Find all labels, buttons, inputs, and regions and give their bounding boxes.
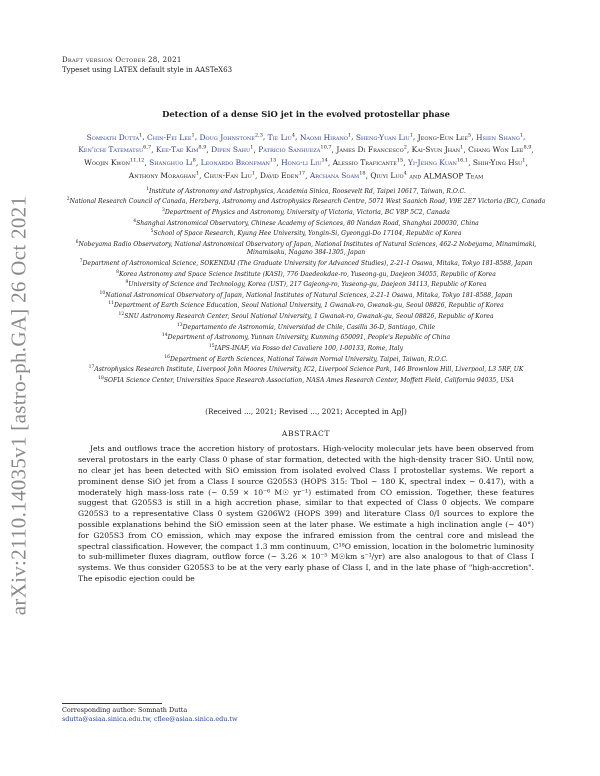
affiliation-number: 13: [176, 322, 183, 328]
author-name-text: Naomi Hirano: [299, 132, 348, 142]
affiliation-text: Nobeyama Radio Observatory, National Astronomical Observatory of Japan, National Institutes of Natural Sciences, 462-2 Nobeyama, Minamimaki, Minamisaku, Nagano 384-1305, Japan: [78, 240, 537, 257]
affiliation-text: Department of Earth Sciences, National Taiwan Normal University, Taipei, Taiwan, R.O.C.: [170, 355, 448, 363]
author-emails-link[interactable]: sdutta@asiaa.sinica.edu.tw, cflee@asiaa.sinica.edu.tw: [62, 715, 238, 723]
author-name-text: Dipen Sahu: [211, 145, 251, 155]
author-affiliation-marker: 1: [347, 132, 352, 138]
author-name-text: Qiuyi Luo: [370, 171, 404, 181]
affiliation-number: 11: [108, 301, 114, 307]
author-name: [473, 158, 526, 167]
affiliation-entry: [62, 343, 550, 354]
author-name[interactable]: [156, 145, 206, 154]
author-name: [333, 158, 404, 167]
author-name-text: Patricio Sanhueza: [258, 145, 321, 155]
author-name: [370, 171, 406, 180]
affiliation-number: 15: [208, 343, 215, 349]
affiliation-number: 3: [162, 207, 165, 213]
affiliation-text: IAPS-INAF, via Fosso del Cavaliere 100, I-00133, Rome, Italy: [214, 345, 404, 352]
author-name: [468, 145, 531, 154]
author-affiliation-marker: 5: [468, 132, 472, 138]
author-affiliation-marker: 1: [139, 132, 143, 138]
affiliation-number: 9: [125, 280, 129, 286]
author-affiliation-marker: 16,1: [456, 157, 469, 164]
author-name[interactable]: [281, 158, 328, 167]
author-name[interactable]: [408, 158, 468, 167]
author-affiliation-marker: 14: [321, 157, 328, 164]
author-name-text: Woojin Kwon: [84, 158, 131, 168]
abstract-heading: ABSTRACT: [281, 429, 331, 439]
affiliation-text: University of Science and Technology, Korea (UST), 217 Gajeong-ro, Yuseong-gu, Daejeon 34113, Republic of Korea: [128, 281, 487, 289]
author-name-text: Tie Liu: [267, 132, 292, 142]
affiliation-entry: [62, 269, 550, 280]
affiliation-text: National Astronomical Observatory of Japan, National Institutes of Natural Sciences, 2-21-1 Osawa, Mitaka, Tokyo 181-8588, Japan: [105, 291, 513, 299]
author-name[interactable]: [268, 133, 295, 142]
author-name: [204, 171, 255, 180]
author-name: [412, 145, 464, 154]
author-name[interactable]: [356, 133, 413, 142]
author-name[interactable]: [258, 145, 331, 154]
author-affiliation-marker: 8: [192, 157, 196, 164]
author-affiliation-marker: 6,7: [143, 144, 152, 151]
affiliation-entry: [62, 218, 550, 229]
affiliation-entry: [62, 207, 550, 218]
author-affiliation-marker: 17: [298, 170, 306, 177]
typeset-line: Typeset using LATEX default style in AASTeX63: [62, 66, 233, 74]
affiliation-number: 18: [98, 375, 104, 381]
author-name-text: Hong-li Liu: [281, 158, 322, 168]
draft-version-line: Draft version October 28, 2021: [62, 56, 182, 64]
author-affiliation-marker: 1: [519, 132, 524, 138]
author-affiliation-marker: 2: [403, 144, 407, 151]
arxiv-identifier-stamp: [4, 150, 34, 660]
author-list: Somnath Dutta$^1$, Chin-Fei Lee$^1$, Doug Johnstone$^{2,3}$, Tie Liu$^4$, Naomi Hirano$^1$, Sheng-Yuan Liu$^1$, Jeong-Eun Lee$^5$, Hsien Shang$^1$, Ken'ichi Tatematsu$^{6,7}$, Kee-Tae Kim$^{8,9}$, Dipen Sahu$^1$, Patricio Sanhueza$^{10,7}$, James Di Francesco$^2$, Kai-Syun Jhan$^1$, Chang Won Lee$^{8,9}$, Woojin Kwon$^{11,12}$, Shanghuo Li$^8$, Leonardo Bronfman$^{13}$, Hong-li Liu$^{14}$, Alessio Traficante$^{15}$, Yi-Jehng Kuan$^{16,1}$, Shih-Ying Hsu$^1$, Anthony Moraghan$^1$, Chun-Fan Liu$^1$, David Eden$^{17}$, Archana Soam$^{18}$, Qiuyi Luo$^4$ and ALMASOP Team: [78, 132, 534, 181]
affiliation-entry: [62, 258, 550, 269]
author-affiliation-marker: 4: [403, 170, 407, 177]
affiliation-text: Department of Physics and Astronomy, University of Victoria, Victoria, BC V8P 5C2, Canada: [164, 208, 450, 216]
author-name: [129, 171, 199, 180]
author-affiliation-marker: 2,3: [254, 132, 263, 138]
author-name[interactable]: [201, 158, 277, 167]
author-name[interactable]: [310, 171, 366, 180]
affiliation-number: 16: [164, 354, 170, 360]
author-name[interactable]: [300, 133, 351, 142]
affiliation-text: Astrophysics Research Institute, Liverpool John Moores University, IC2, Liverpool Science Park, 146 Brownlow Hill, Liverpool, L3 5RF, UK: [94, 366, 524, 374]
author-name-text: Chang Won Lee: [468, 145, 524, 155]
author-name[interactable]: [199, 133, 262, 142]
footnote-rule: [62, 703, 162, 704]
author-name: [336, 145, 407, 154]
author-name-text: Ken'ichi Tatematsu: [78, 145, 144, 155]
affiliation-entry: [62, 332, 550, 343]
affiliation-text: SNU Astronomy Research Center, Seoul National University, 1 Gwanak-ro, Gwanak-gu, Seoul 08826, Republic of Korea: [124, 313, 494, 321]
abstract-text: Jets and outflows trace the accretion history of protostars. High-velocity molecular jets have been observed from several protostars in the early Class 0 phase of star formation, detected with the high-density tracer SiO. Until now, no clear jet has been detected with SiO emission from isolated evolved Class I protostellar systems. We report a prominent dense SiO jet from a Class I source G205S3 (HOPS 315: Tbol ~ 180 K, spectral index ~ 0.417), with a moderately high mass-loss rate (~ 0.59 × 10⁻⁶ M☉ yr⁻¹) estimated from CO emission. Together, these features suggest that G205S3 is still in a high accretion phase, similar to that expected of Class 0 objects. We compare G205S3 to a representative Class 0 system G206W2 (HOPS 399) and literature Class 0/I sources to explore the possible explanations behind the SiO emission seen at the later phase. We estimate a high inclination angle (~ 40°) for G205S3 from CO emission, which may expose the infrared emission from the central core and mislead the spectral classification. However, the compact 1.3 mm continuum, C¹⁸O emission, location in the bolometric luminosity to sub-millimeter fluxes diagram, outflow force (~ 3.26 × 10⁻⁵ M☉km s⁻¹/yr) are also analogous to that of Class I systems. We thus consider G205S3 to be at the very early phase of Class I, and in the late phase of "high-accretion". The episodic ejection could be: [78, 444, 534, 584]
author-name: [260, 171, 305, 180]
author-name[interactable]: [476, 133, 523, 142]
affiliation-number: 12: [118, 312, 125, 318]
author-name-text: Jeong-Eun Lee: [417, 132, 469, 142]
affiliation-text: Department of Astronomical Science, SOKENDAI (The Graduate University for Advanced Studies), 2-21-1 Osawa, Mitaka, Tokyo 181-8588, Japan: [82, 260, 533, 267]
author-affiliation-marker: 1: [250, 144, 254, 151]
author-affiliation-marker: 1: [195, 170, 200, 177]
author-name-text: Anthony Moraghan: [128, 171, 196, 181]
affiliation-number: 1: [146, 186, 150, 192]
author-name-text: Shih-Ying Hsu: [472, 158, 523, 168]
author-name-text: Chin-Fei Lee: [147, 132, 192, 142]
affiliation-number: 4: [133, 218, 137, 224]
author-affiliation-marker: 8,9: [198, 144, 207, 151]
author-name-text: and ALMASOP Team: [409, 171, 484, 181]
arxiv-id-text: arXiv:2110.14035v1 [astro-ph.GA] 26 Oct 2021: [6, 195, 31, 615]
author-affiliation-marker: 1: [251, 170, 256, 177]
affiliation-text: Department of Astronomy, Yunnan University, Kunming 650091, People's Republic of China: [167, 334, 451, 342]
corresponding-author: Corresponding author: Somnath Dutta: [62, 706, 188, 714]
author-name: [418, 133, 472, 142]
author-name-text: Leonardo Bronfman: [200, 158, 270, 168]
author-name-text: Hsien Shang: [476, 132, 520, 142]
affiliation-number: 10: [99, 290, 106, 296]
affiliation-entry: [62, 228, 550, 239]
author-name-text: James Di Francesco: [336, 145, 404, 155]
author-name-text: David Eden: [259, 171, 299, 181]
affiliation-number: 17: [88, 365, 95, 371]
affiliation-text: School of Space Research, Kyung Hee University, Yongin-Si, Gyeonggi-Do 17104, Republic of Korea: [153, 230, 462, 238]
author-name-text: Kai-Syun Jhan: [411, 145, 461, 155]
affiliation-text: Shanghai Astronomical Observatory, Chinese Academy of Sciences, 80 Nandan Road, Shanghai 200030, China: [136, 219, 479, 227]
affiliation-text: National Research Council of Canada, Herzberg, Astronomy and Astrophysics Research Centre, 5071 West Saanich Road, V9E 2E7 Victoria (BC), Canada: [69, 198, 546, 206]
author-name: [409, 171, 483, 180]
author-affiliation-marker: 1: [522, 157, 526, 164]
affiliation-entry: [62, 375, 550, 386]
affiliation-number: 14: [161, 333, 168, 339]
affiliation-number: 5: [150, 229, 154, 235]
author-name: [84, 158, 144, 167]
author-affiliation-marker: 13: [269, 157, 277, 164]
author-name[interactable]: [78, 145, 151, 154]
affiliation-entry: [62, 196, 550, 207]
author-name-text: Kee-Tae Kim: [155, 145, 199, 155]
author-affiliation-marker: 1: [409, 132, 413, 138]
affiliation-entry: [62, 311, 550, 322]
author-affiliation-marker: 15: [396, 157, 404, 164]
affiliation-text: SOFIA Science Center, Universities Space Research Association, NASA Ames Research Center, Moffett Field, California 94035, USA: [103, 376, 514, 384]
author-name-text: Sheng-Yuan Liu: [355, 132, 410, 142]
affiliation-text: Department of Earth Science Education, Seoul National University, 1 Gwanak-ro, Gwanak-gu, Seoul 08826, Republic of Korea: [113, 302, 504, 310]
affiliation-entry: [62, 186, 550, 197]
affiliation-text: Korea Astronomy and Space Science Institute (KASI), 776 Daedeokdae-ro, Yuseong-gu, Daejeon 34055, Republic of Korea: [118, 270, 496, 278]
affiliation-entry: [62, 354, 550, 365]
author-name-text: Archana Soam: [309, 171, 360, 181]
author-affiliation-marker: 8,9: [523, 144, 532, 151]
author-name[interactable]: [87, 133, 143, 142]
affiliation-text: Departamento de Astronomía, Universidad de Chile, Casilla 36-D, Santiago, Chile: [182, 323, 436, 331]
author-affiliation-marker: 18: [359, 170, 366, 177]
author-name-text: Yi-Jehng Kuan: [408, 158, 457, 168]
affiliation-list: [62, 186, 550, 386]
author-affiliation-marker: 11,12: [130, 157, 145, 164]
author-name-text: Alessio Traficante: [332, 158, 397, 168]
author-affiliation-marker: 10,7: [320, 144, 332, 151]
affiliation-number: 7: [79, 258, 83, 264]
author-affiliation-marker: 4: [291, 132, 296, 138]
corresponding-author-footnote: [62, 703, 542, 724]
affiliation-entry: [62, 290, 550, 301]
author-name-text: Chun-Fan Liu: [203, 171, 252, 181]
affiliation-entry: [62, 364, 550, 375]
affiliation-number: 8: [116, 269, 119, 275]
author-affiliation-marker: 1: [191, 132, 195, 138]
author-name[interactable]: [149, 158, 196, 167]
author-name[interactable]: [211, 145, 253, 154]
paper-title: Detection of a dense SiO jet in the evolved protostellar phase: [162, 109, 450, 119]
affiliation-number: 2: [66, 197, 70, 203]
author-name[interactable]: [147, 133, 195, 142]
affiliation-entry: [62, 279, 550, 290]
paper-page: [62, 55, 550, 585]
author-affiliation-marker: 1: [460, 144, 464, 151]
author-name-text: Doug Johnstone: [199, 132, 255, 142]
affiliation-text: Institute of Astronomy and Astrophysics, Academia Sinica, Roosevelt Rd, Taipei 10617, Taiwan, R.O.C.: [149, 187, 466, 195]
author-name-text: Shanghuo Li: [149, 158, 193, 168]
affiliation-number: 6: [75, 239, 79, 245]
affiliation-entry: [62, 322, 550, 333]
author-name-text: Somnath Dutta: [86, 132, 140, 142]
affiliation-entry: [62, 239, 550, 258]
received-line: (Received ..., 2021; Revised ..., 2021; Accepted in ApJ): [205, 407, 407, 417]
affiliation-entry: [62, 300, 550, 311]
